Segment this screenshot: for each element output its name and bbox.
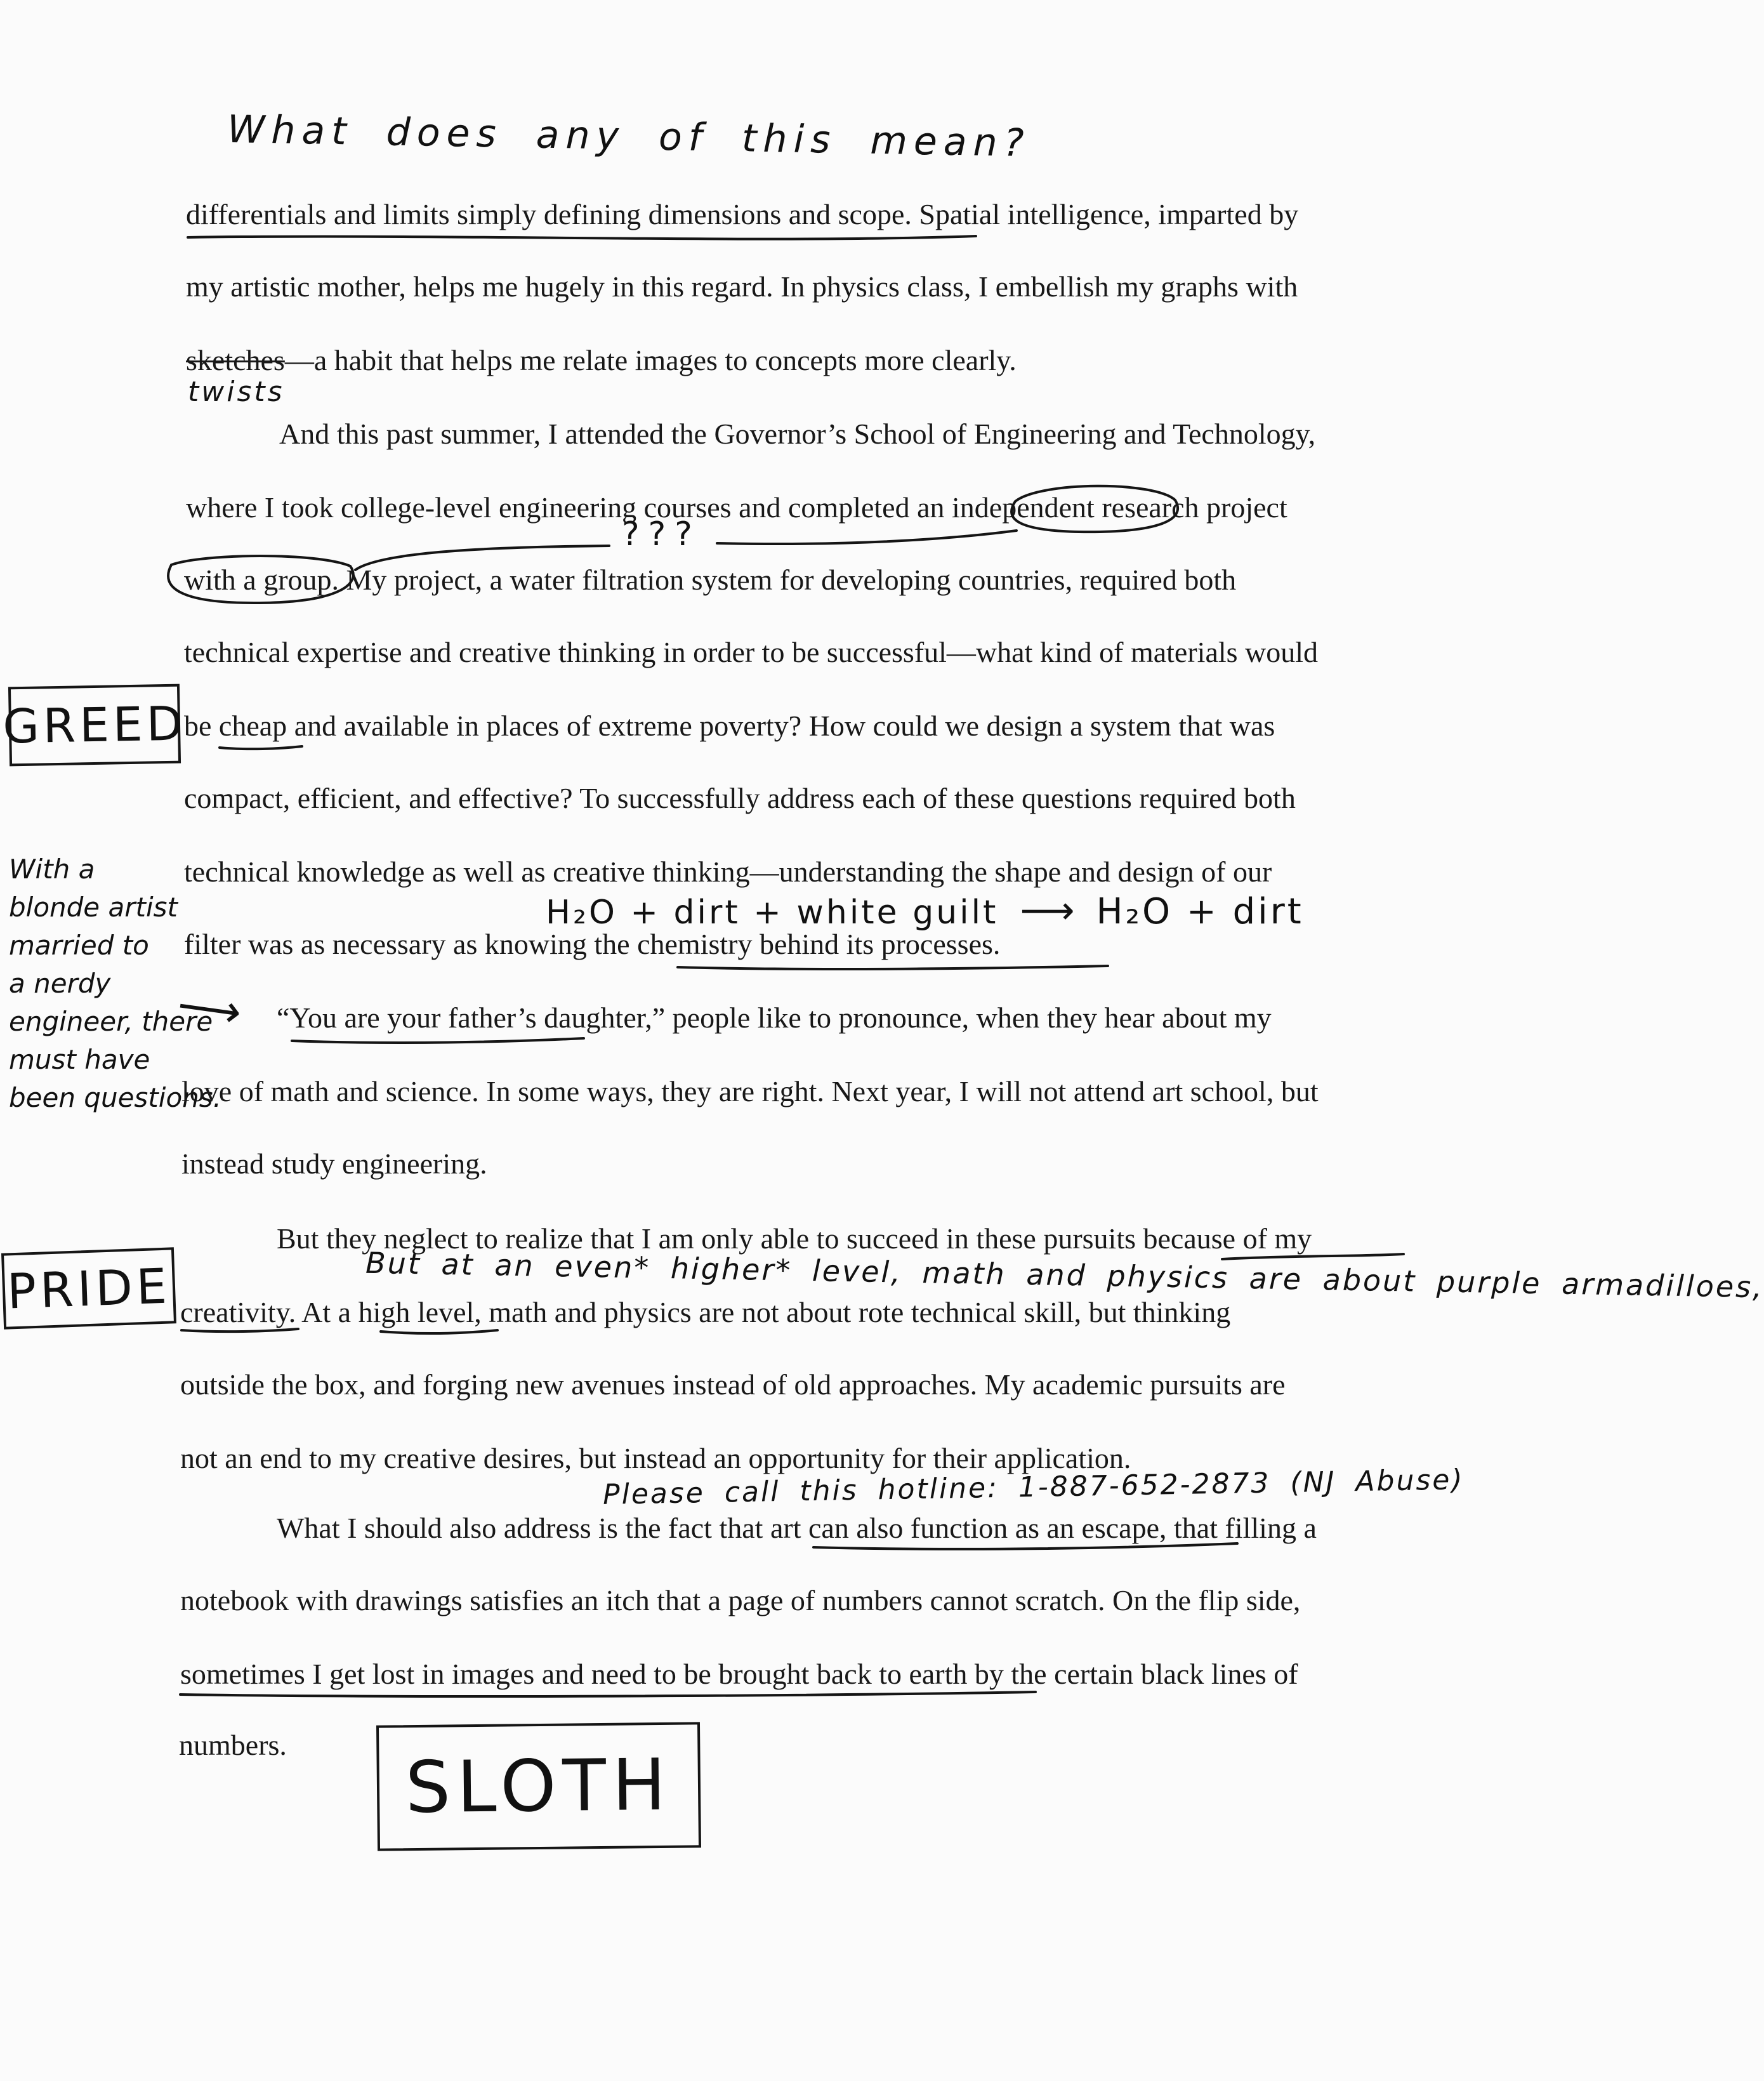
- underlined-phrase: sometimes I get lost in images and need to be brought back to earth: [180, 1658, 968, 1690]
- top-question-note: What does any of this mean?: [227, 107, 1031, 166]
- margin-note-line: married to: [9, 930, 149, 961]
- underlined-phrase: art can also function as an escape: [770, 1512, 1160, 1544]
- higher-level-note: But at an even* higher* level, math and physics are about purple armadilloes,: [365, 1245, 1764, 1305]
- essay-line-20: notebook with drawings satisfies an itch that a page of numbers cannot scratch. On the flip side,: [180, 1584, 1301, 1616]
- underline-mark: [188, 236, 976, 239]
- line-text: filter was as necessary as knowing the: [184, 928, 638, 960]
- twists-note: twists: [188, 376, 285, 408]
- line-text: be: [184, 710, 219, 742]
- essay-line-3: [186, 343, 1017, 378]
- underlined-phrase: chemistry behind its processes.: [637, 928, 1001, 960]
- essay-line-9: compact, efficient, and effective? To successfully address each of these questions required both: [184, 782, 1296, 814]
- underline-mark: [678, 966, 1108, 969]
- circled-word-independent: independent: [952, 491, 1095, 524]
- line-text: research project: [1094, 491, 1287, 524]
- essay-line-13: love of math and science. In some ways, they are right. Next year, I will not attend art school, but: [181, 1075, 1319, 1107]
- formula-left: H₂O + dirt + white guilt: [546, 894, 999, 932]
- line-text: My project, a water filtration system for developing countries, required both: [339, 564, 1237, 596]
- essay-line-19: [277, 1510, 1317, 1546]
- hotline-note: Please call this hotline: 1-887-652-2873 (NJ Abuse): [602, 1463, 1465, 1511]
- essay-line-5: [186, 490, 1287, 525]
- margin-note-line: blonde artist: [9, 892, 178, 923]
- essay-line-4: And this past summer, I attended the Governor’s School of Engineering and Technology,: [279, 418, 1316, 450]
- sloth-label: SLOTH: [405, 1743, 673, 1830]
- margin-note-line: been questions.: [9, 1082, 221, 1113]
- underlined-phrase: because of my: [1143, 1222, 1312, 1255]
- pride-label: PRIDE: [6, 1257, 172, 1319]
- formula-right: H₂O + dirt: [1096, 891, 1304, 932]
- margin-note-line: engineer, there: [9, 1006, 213, 1037]
- circled-phrase-with-a-group: with a group.: [184, 564, 339, 596]
- underlined-word-creativity: creativity: [180, 1296, 289, 1328]
- line-text: What I should also address is the fact that: [277, 1512, 770, 1544]
- pride-box: [1, 1247, 176, 1329]
- line-text: But they neglect to realize that I am only able to succeed in these pursuits: [277, 1222, 1143, 1255]
- underlined-quote: “You are your father’s daughter,”: [277, 1001, 666, 1034]
- essay-line-7: technical expertise and creative thinking in order to be successful—what kind of materials would: [184, 636, 1319, 668]
- greed-box: [2, 684, 187, 767]
- line-text: Spatial intelligence, imparted by: [911, 198, 1299, 230]
- margin-note-line: must have: [9, 1044, 150, 1075]
- underline-mark: [180, 1692, 1036, 1696]
- sloth-box: [376, 1722, 701, 1851]
- essay-line-16: [180, 1295, 1230, 1330]
- struck-word: sketches: [186, 344, 285, 376]
- essay-line-8: [184, 708, 1275, 744]
- essay-line-18: not an end to my creative desires, but instead an opportunity for their application.: [180, 1442, 1131, 1474]
- line-text: where I took college-level engineering courses and completed an: [186, 491, 952, 524]
- underlined-phrase: high level: [358, 1296, 475, 1328]
- underlined-word-cheap: cheap: [218, 710, 287, 742]
- essay-line-10: technical knowledge as well as creative thinking—understanding the shape and design of our: [184, 856, 1272, 888]
- essay-line-6: [184, 562, 1236, 598]
- line-text: by the certain black lines of: [967, 1658, 1298, 1690]
- essay-line-1: [186, 197, 1298, 232]
- essay-line-2: my artistic mother, helps me hugely in this regard. In physics class, I embellish my graphs with: [186, 270, 1298, 303]
- greed-label: GREED: [2, 696, 187, 755]
- underlined-phrase: differentials and limits simply defining dimensions and scope.: [186, 198, 912, 230]
- arrow-icon: ⟶: [1020, 889, 1075, 933]
- essay-line-14: instead study engineering.: [181, 1147, 487, 1180]
- essay-line-12: [277, 1000, 1272, 1036]
- essay-line-22: numbers.: [179, 1729, 287, 1761]
- essay-line-11: [184, 927, 1000, 962]
- underline-mark: [381, 1330, 497, 1333]
- arrow-icon: ⟶: [174, 978, 245, 1039]
- connector-mark: [717, 531, 1017, 544]
- margin-note-line: a nerdy: [9, 968, 111, 999]
- essay-line-17: outside the box, and forging new avenues instead of old approaches. My academic pursuits are: [180, 1368, 1286, 1401]
- line-text: and available in places of extreme poverty? How could we design a system that was: [287, 710, 1275, 742]
- essay-line-21: [180, 1656, 1298, 1692]
- line-text: . At a: [288, 1296, 359, 1328]
- line-text: people like to pronounce, when they hear about my: [665, 1001, 1272, 1034]
- margin-note-line: With a: [9, 854, 95, 885]
- underline-mark: [292, 1038, 584, 1043]
- line-text: —a habit that helps me relate images to concepts more clearly.: [284, 344, 1017, 376]
- underline-mark: [220, 746, 302, 749]
- line-text: , math and physics are not about rote technical skill, but thinking: [474, 1296, 1231, 1328]
- question-marks-note: ???: [622, 515, 701, 553]
- line-text: , that filling a: [1159, 1512, 1317, 1544]
